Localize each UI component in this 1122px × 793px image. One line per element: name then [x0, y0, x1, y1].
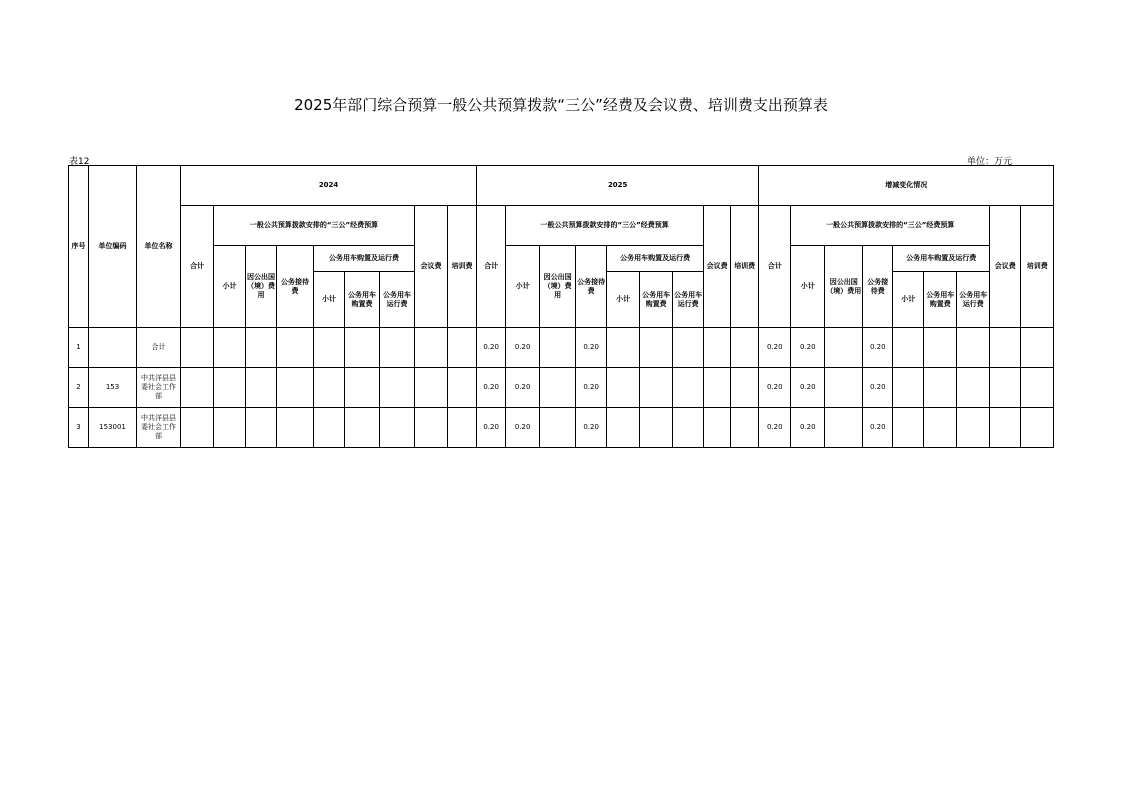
cell-value: [1021, 408, 1054, 448]
header-change-vehicle: 公务用车购置及运行费: [893, 246, 990, 272]
cell-value: [990, 408, 1021, 448]
cell-value: [246, 408, 277, 448]
cell-value: 0.20: [863, 368, 893, 408]
cell-value: [415, 328, 448, 368]
header-row-sub: [69, 246, 1054, 272]
cell-value: [673, 328, 704, 368]
cell-value: [924, 368, 957, 408]
cell-value: [825, 408, 863, 448]
cell-value: 0.20: [791, 328, 825, 368]
cell-value: [673, 368, 704, 408]
cell-name: 中共洋县县委社会工作部: [137, 368, 181, 408]
cell-value: 0.20: [506, 368, 540, 408]
header-year-2025: 2025: [477, 166, 759, 206]
header-change-total: 合计: [759, 206, 791, 328]
cell-value: [825, 368, 863, 408]
header-2025-subtotal: 小计: [506, 246, 540, 328]
cell-value: [893, 408, 924, 448]
cell-value: [924, 328, 957, 368]
cell-value: [640, 328, 673, 368]
cell-value: [380, 408, 415, 448]
cell-code: 153001: [89, 408, 137, 448]
cell-value: [314, 328, 345, 368]
unit-label: 单位：万元: [967, 157, 1013, 167]
cell-name: 合计: [137, 328, 181, 368]
header-2025-vehicle: 公务用车购置及运行费: [607, 246, 704, 272]
cell-value: [181, 408, 214, 448]
header-2024-training: 培训费: [448, 206, 477, 328]
cell-value: [540, 368, 576, 408]
cell-value: [181, 368, 214, 408]
cell-value: [314, 408, 345, 448]
header-2024-subtotal: 小计: [214, 246, 246, 328]
header-2025-vehicle-subtotal: 小计: [607, 272, 640, 328]
cell-value: [731, 328, 759, 368]
header-2025-meeting: 会议费: [704, 206, 731, 328]
cell-value: 0.20: [791, 408, 825, 448]
header-change-training: 培训费: [1021, 206, 1054, 328]
header-2024-vehicle-running: 公务用车运行费: [380, 272, 415, 328]
cell-code: [89, 328, 137, 368]
cell-value: 0.20: [477, 328, 506, 368]
header-change: 增减变化情况: [759, 166, 1054, 206]
cell-value: [607, 368, 640, 408]
header-row-sangong: [69, 206, 1054, 246]
cell-value: [704, 328, 731, 368]
cell-value: [448, 408, 477, 448]
cell-value: 0.20: [506, 408, 540, 448]
cell-value: [345, 368, 380, 408]
header-2024-meeting: 会议费: [415, 206, 448, 328]
header-2024-vehicle-purchase: 公务用车购置费: [345, 272, 380, 328]
cell-value: 0.20: [576, 408, 607, 448]
cell-value: 0.20: [759, 368, 791, 408]
header-2024-reception: 公务接待费: [277, 246, 314, 328]
cell-value: [277, 368, 314, 408]
cell-value: 0.20: [477, 368, 506, 408]
cell-value: [957, 368, 990, 408]
cell-value: [214, 328, 246, 368]
cell-value: [673, 408, 704, 448]
cell-value: [1021, 368, 1054, 408]
cell-value: [704, 408, 731, 448]
cell-value: [893, 368, 924, 408]
header-change-abroad: 因公出国（境）费用: [825, 246, 863, 328]
cell-value: [214, 408, 246, 448]
header-change-vehicle-purchase: 公务用车购置费: [924, 272, 957, 328]
header-unit-code: 单位编码: [89, 166, 137, 328]
header-seq: 序号: [69, 166, 89, 328]
cell-value: [990, 328, 1021, 368]
cell-code: 153: [89, 368, 137, 408]
header-2025-abroad: 因公出国（境）费用: [540, 246, 576, 328]
cell-value: 0.20: [576, 368, 607, 408]
header-year-2024: 2024: [181, 166, 477, 206]
table-row: [69, 408, 1054, 448]
cell-value: [731, 408, 759, 448]
header-change-meeting: 会议费: [990, 206, 1021, 328]
table-row: [69, 328, 1054, 368]
header-unit-name: 单位名称: [137, 166, 181, 328]
cell-value: [990, 368, 1021, 408]
header-2024-total: 合计: [181, 206, 214, 328]
header-change-sangong: 一般公共预算拨款安排的“三公”经费预算: [791, 206, 990, 246]
cell-value: [957, 328, 990, 368]
cell-value: 0.20: [791, 368, 825, 408]
header-2025-vehicle-running: 公务用车运行费: [673, 272, 704, 328]
table-number: 表12: [69, 157, 90, 167]
cell-value: [181, 328, 214, 368]
cell-value: [607, 408, 640, 448]
header-2024-vehicle: 公务用车购置及运行费: [314, 246, 415, 272]
cell-value: [415, 368, 448, 408]
cell-name: 中共洋县县委社会工作部: [137, 408, 181, 448]
cell-seq: 1: [69, 328, 89, 368]
cell-value: [448, 368, 477, 408]
cell-value: [246, 328, 277, 368]
header-2025-reception: 公务接待费: [576, 246, 607, 328]
header-2024-sangong: 一般公共预算拨款安排的“三公”经费预算: [214, 206, 415, 246]
header-2025-training: 培训费: [731, 206, 759, 328]
header-change-reception: 公务接待费: [863, 246, 893, 328]
cell-value: [607, 328, 640, 368]
cell-value: [214, 368, 246, 408]
cell-value: [1021, 328, 1054, 368]
table-row: [69, 368, 1054, 408]
header-change-subtotal: 小计: [791, 246, 825, 328]
cell-value: [448, 328, 477, 368]
cell-value: 0.20: [759, 408, 791, 448]
header-2024-abroad: 因公出国（境）费用: [246, 246, 277, 328]
cell-value: [924, 408, 957, 448]
cell-value: 0.20: [506, 328, 540, 368]
cell-value: [640, 368, 673, 408]
cell-value: [277, 408, 314, 448]
cell-value: [380, 328, 415, 368]
cell-value: 0.20: [477, 408, 506, 448]
header-change-vehicle-subtotal: 小计: [893, 272, 924, 328]
header-2024-vehicle-subtotal: 小计: [314, 272, 345, 328]
cell-value: 0.20: [863, 408, 893, 448]
cell-value: [540, 328, 576, 368]
cell-seq: 2: [69, 368, 89, 408]
cell-value: [540, 408, 576, 448]
cell-seq: 3: [69, 408, 89, 448]
cell-value: [731, 368, 759, 408]
page-title: 2025年部门综合预算一般公共预算拨款“三公”经费及会议费、培训费支出预算表: [294, 96, 828, 114]
cell-value: [415, 408, 448, 448]
cell-value: [380, 368, 415, 408]
cell-value: 0.20: [576, 328, 607, 368]
cell-value: [893, 328, 924, 368]
header-2025-vehicle-purchase: 公务用车购置费: [640, 272, 673, 328]
cell-value: 0.20: [863, 328, 893, 368]
cell-value: [957, 408, 990, 448]
header-row-years: [69, 166, 1054, 206]
cell-value: [345, 408, 380, 448]
cell-value: [314, 368, 345, 408]
cell-value: [704, 368, 731, 408]
cell-value: [640, 408, 673, 448]
cell-value: [825, 328, 863, 368]
cell-value: 0.20: [759, 328, 791, 368]
header-change-vehicle-running: 公务用车运行费: [957, 272, 990, 328]
header-2025-sangong: 一般公共预算拨款安排的“三公”经费预算: [506, 206, 704, 246]
header-2025-total: 合计: [477, 206, 506, 328]
cell-value: [277, 328, 314, 368]
cell-value: [246, 368, 277, 408]
budget-table: [68, 165, 1054, 448]
cell-value: [345, 328, 380, 368]
